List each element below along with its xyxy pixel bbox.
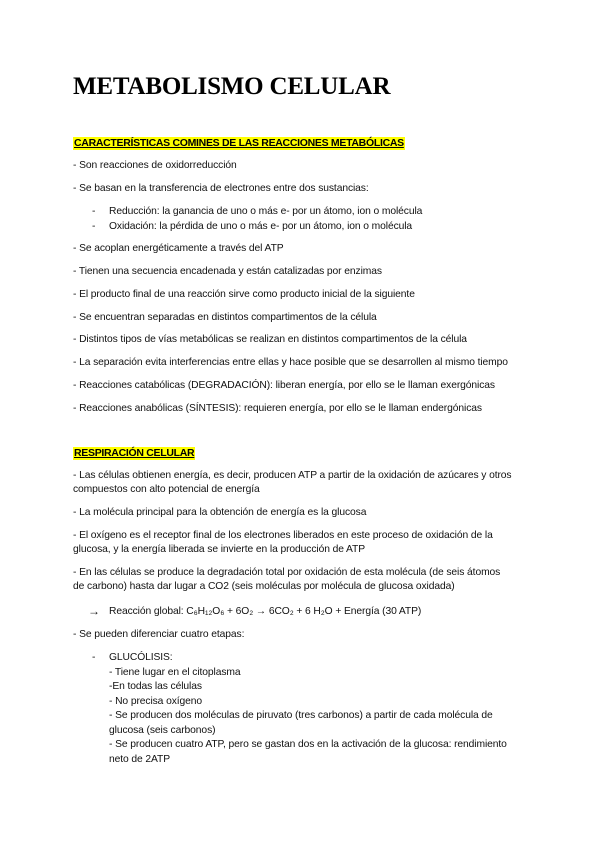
sub-bullet: -: [92, 206, 96, 217]
glucolisis-item: neto de 2ATP: [109, 754, 171, 765]
paragraph-line: - Se pueden diferenciar cuatro etapas:: [73, 629, 245, 640]
list-item: - Se encuentran separadas en distintos compartimentos de la célula: [73, 312, 377, 323]
list-item: - Reacciones anabólicas (SÍNTESIS): requieren energía, por ello se le llaman endergónicas: [73, 403, 482, 414]
glucolisis-item: - No precisa oxígeno: [109, 696, 203, 707]
paragraph-line: - El oxígeno es el receptor final de los electrones liberados en este proceso de oxidación de la: [73, 530, 493, 541]
list-item: - Se acoplan energéticamente a través del ATP: [73, 243, 284, 254]
reaction-equation: Reacción global: C₆H₁₂O₆ + 6O₂ → 6CO₂ + 6 H₂O + Energía (30 ATP): [109, 606, 422, 617]
glucolisis-item: - Se producen dos moléculas de piruvato (tres carbonos) a partir de cada molécula de: [109, 710, 493, 721]
glucolisis-item: -En todas las células: [109, 681, 202, 692]
paragraph-line: de carbono) hasta dar lugar a CO2 (seis moléculas por molécula de glucosa oxidada): [73, 581, 455, 592]
glucolisis-item: - Tiene lugar en el citoplasma: [109, 667, 241, 678]
sub-list-item: Oxidación: la pérdida de uno o más e- por un átomo, ion o molécula: [109, 221, 413, 232]
list-item: - La separación evita interferencias entre ellas y hace posible que se desarrollen al mismo tiempo: [73, 357, 508, 368]
section-heading-respiracion: RESPIRACIÓN CELULAR: [74, 447, 195, 459]
list-item: - Se basan en la transferencia de electrones entre dos sustancias:: [73, 183, 369, 194]
paragraph-line: - En las células se produce la degradación total por oxidación de esta molécula (de seis átomos: [73, 567, 501, 578]
list-item: - Son reacciones de oxidorreducción: [73, 160, 237, 171]
arrow-icon: →: [88, 604, 100, 618]
paragraph-line: glucosa, y la energía liberada se invierte en la producción de ATP: [73, 544, 365, 555]
glucolisis-item: - Se producen cuatro ATP, pero se gastan dos en la activación de la glucosa: rendimiento: [109, 739, 507, 750]
page-title: METABOLISMO CELULAR: [73, 73, 391, 100]
list-item: - Tienen una secuencia encadenada y están catalizadas por enzimas: [73, 266, 382, 277]
sub-bullet: -: [92, 221, 96, 232]
paragraph-line: - Las células obtienen energía, es decir, producen ATP a partir de la oxidación de azúcares y otros: [73, 470, 512, 481]
list-item: - El producto final de una reacción sirve como producto inicial de la siguiente: [73, 289, 415, 300]
list-item: - Distintos tipos de vías metabólicas se realizan en distintos compartimentos de la célula: [73, 334, 467, 345]
sub-list-item: Reducción: la ganancia de uno o más e- por un átomo, ion o molécula: [109, 206, 423, 217]
glucolisis-title: GLUCÓLISIS:: [109, 652, 173, 663]
list-item: - Reacciones catabólicas (DEGRADACIÓN): liberan energía, por ello se le llaman exergónicas: [73, 380, 495, 391]
sub-bullet: -: [92, 652, 96, 663]
section-heading-reacciones: CARACTERÍSTICAS COMINES DE LAS REACCIONES METABÓLICAS: [74, 137, 404, 149]
glucolisis-item: glucosa (seis carbonos): [109, 725, 216, 736]
paragraph-line: - La molécula principal para la obtención de energía es la glucosa: [73, 507, 367, 518]
paragraph-line: compuestos con alto potencial de energía: [73, 484, 260, 495]
